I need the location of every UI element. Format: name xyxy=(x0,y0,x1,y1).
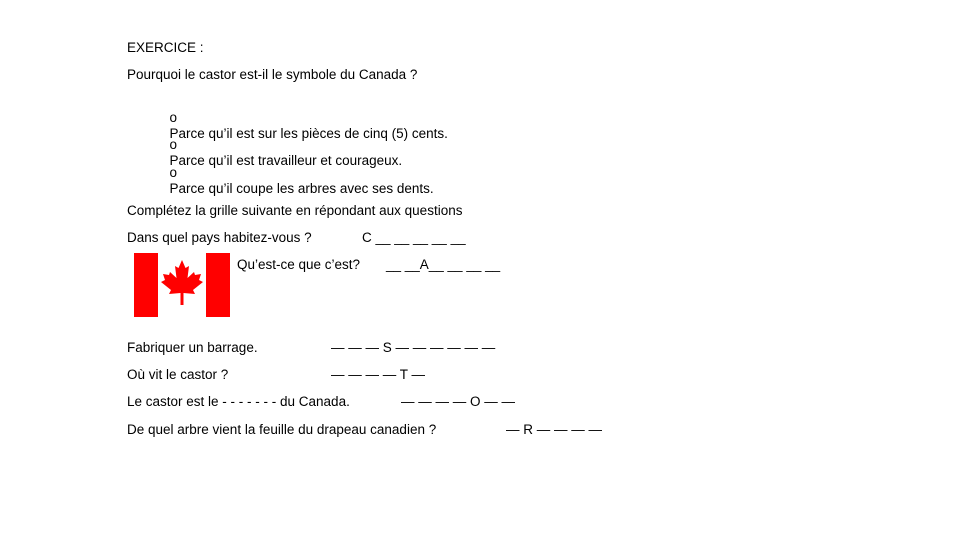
option-text: Parce qu’il coupe les arbres avec ses dents. xyxy=(169,181,434,196)
grid-question-1: Dans quel pays habitez-vous ? xyxy=(127,230,312,245)
grid-question-2: Qu’est-ce que c’est? xyxy=(237,257,361,272)
grid-question-5: Le castor est le - - - - - - - du Canada. xyxy=(127,394,350,409)
grid-answer-2: __ __A__ __ __ __ xyxy=(386,257,501,272)
question-text: Pourquoi le castor est-il le symbole du Canada ? xyxy=(127,67,418,82)
exercise-title: EXERCICE : xyxy=(127,40,204,55)
option-bullet: o xyxy=(169,165,178,180)
option-text: Parce qu’il est travailleur et courageux. xyxy=(169,153,403,168)
canada-flag-image xyxy=(134,253,230,317)
grid-question-3: Fabriquer un barrage. xyxy=(127,340,258,355)
instruction-text: Complétez la grille suivante en répondant aux questions xyxy=(127,203,463,218)
option-3 xyxy=(162,149,434,197)
grid-question-4: Où vit le castor ? xyxy=(127,367,229,382)
grid-answer-3: — — — S — — — — — — xyxy=(331,340,496,355)
flag-left-band xyxy=(134,253,158,317)
grid-answer-4: — — — — T — xyxy=(331,367,426,382)
option-bullet: o xyxy=(169,137,178,152)
option-text: Parce qu’il est sur les pièces de cinq (5) cents. xyxy=(169,126,448,141)
grid-answer-1: C __ __ __ __ __ xyxy=(362,230,466,245)
flag-right-band xyxy=(206,253,230,317)
grid-answer-6: — R — — — — xyxy=(506,422,603,437)
grid-question-6: De quel arbre vient la feuille du drapeau canadien ? xyxy=(127,422,437,437)
grid-answer-5: — — — — O — — xyxy=(401,394,516,409)
option-bullet: o xyxy=(169,110,178,125)
